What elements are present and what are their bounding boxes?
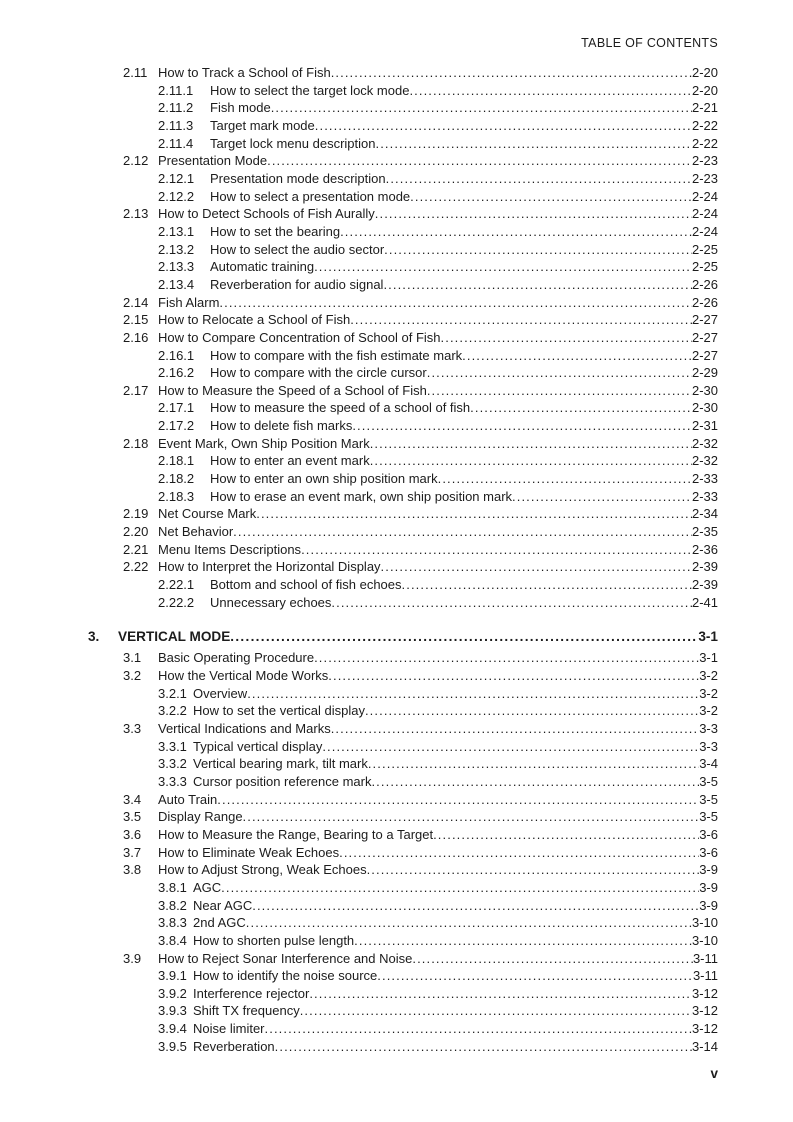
- page-ref: 2-39: [691, 577, 718, 593]
- toc-entry[interactable]: [123, 826, 718, 844]
- page-ref: 2-24: [691, 206, 718, 222]
- section-title: Net Behavior: [158, 524, 234, 540]
- section-title: How to Detect Schools of Fish Aurally: [158, 206, 375, 222]
- section-title: Event Mark, Own Ship Position Mark: [158, 435, 370, 451]
- page-ref: 2-21: [691, 100, 718, 116]
- section-title: Typical vertical display: [193, 738, 323, 754]
- section-number: 2.22.2: [158, 594, 195, 610]
- section-title: Near AGC: [193, 897, 253, 913]
- section-number: 3.3.3: [158, 773, 187, 789]
- toc-entry[interactable]: [123, 649, 718, 667]
- dot-leader: [267, 152, 692, 170]
- toc-entry[interactable]: [123, 808, 718, 826]
- section-number: 2.14: [123, 294, 149, 310]
- section-title: How to shorten pulse length: [193, 932, 355, 948]
- folio-page-number: v: [710, 1066, 718, 1081]
- section-number: 2.16.1: [158, 347, 195, 363]
- section-title: Shift TX frequency: [193, 1003, 300, 1019]
- section-number: 3.9.2: [158, 985, 187, 1001]
- section-number: 3.3: [123, 720, 142, 736]
- toc-entry[interactable]: [158, 347, 718, 365]
- page-ref: 2-20: [691, 82, 718, 98]
- dot-leader: [314, 649, 699, 667]
- page-ref: 3-9: [699, 897, 718, 913]
- section-number: 2.17.1: [158, 400, 195, 416]
- dot-leader: [230, 627, 698, 647]
- dot-leader: [340, 223, 692, 241]
- dot-leader: [247, 685, 699, 703]
- toc-entry[interactable]: [123, 950, 718, 968]
- toc-entry[interactable]: [158, 576, 718, 594]
- page-ref: 2-30: [691, 382, 718, 398]
- section-title: Fish Alarm: [158, 294, 220, 310]
- section-title: How to Measure the Speed of a School of Fish: [158, 382, 427, 398]
- toc-chapter: [88, 627, 718, 1055]
- section-title: How to Track a School of Fish: [158, 65, 331, 80]
- section-number: 2.17.2: [158, 418, 195, 434]
- page-ref: 2-36: [691, 541, 718, 557]
- dot-leader: [315, 117, 692, 135]
- toc-entry[interactable]: [158, 258, 718, 276]
- page-ref: 3-12: [691, 1021, 718, 1037]
- section-title: Unnecessary echoes: [210, 594, 332, 610]
- page-header: TABLE OF CONTENTS: [581, 36, 718, 50]
- dot-leader: [217, 791, 699, 809]
- page-ref: 3-4: [699, 756, 718, 772]
- section-number: 3.3.1: [158, 738, 187, 754]
- section-title: Display Range: [158, 809, 243, 825]
- section-title: Menu Items Descriptions: [158, 541, 302, 557]
- page-ref: 3-10: [691, 932, 718, 948]
- dot-leader: [233, 523, 692, 541]
- section-number: 2.18: [123, 435, 149, 451]
- dot-leader: [246, 914, 692, 932]
- section-title: How to select the audio sector: [210, 241, 385, 257]
- section-title: How to compare with the circle cursor: [210, 365, 427, 381]
- section-title: How to Compare Concentration of School of Fish: [158, 329, 441, 345]
- toc-entry[interactable]: [158, 452, 718, 470]
- dot-leader: [409, 82, 692, 100]
- section-number: 3.8.2: [158, 897, 187, 913]
- dot-leader: [221, 879, 699, 897]
- section-title: How to measure the speed of a school of fish: [210, 400, 471, 416]
- page-ref: 3-2: [699, 703, 718, 719]
- section-number: 2.13.3: [158, 259, 195, 275]
- section-number: 2.11: [123, 65, 148, 80]
- dot-leader: [441, 329, 692, 347]
- toc-entry[interactable]: [123, 329, 718, 347]
- toc-entry[interactable]: [158, 1038, 718, 1056]
- section-number: 2.17: [123, 382, 149, 398]
- toc-entry[interactable]: [158, 914, 718, 932]
- section-title: How to delete fish marks: [210, 418, 353, 434]
- toc-entry[interactable]: [158, 170, 718, 188]
- toc-entry[interactable]: [158, 223, 718, 241]
- dot-leader: [375, 205, 692, 223]
- toc-entry[interactable]: [158, 470, 718, 488]
- toc-entry[interactable]: [158, 135, 718, 153]
- toc-entry[interactable]: [158, 1002, 718, 1020]
- dot-leader: [433, 826, 699, 844]
- section-number: 2.18.2: [158, 471, 195, 487]
- dot-leader: [352, 417, 692, 435]
- toc-entry[interactable]: [158, 241, 718, 259]
- section-title: 2nd AGC: [193, 915, 246, 931]
- toc-entry[interactable]: [158, 117, 718, 135]
- toc-entry[interactable]: [158, 82, 718, 100]
- toc-entry[interactable]: [158, 364, 718, 382]
- section-title: Cursor position reference mark: [193, 773, 372, 789]
- section-number: 3.9.1: [158, 968, 187, 984]
- toc-entry[interactable]: [123, 558, 718, 576]
- section-title: How to set the vertical display: [193, 703, 365, 719]
- page-ref: 2-23: [691, 170, 718, 186]
- section-number: 3.5: [123, 809, 142, 825]
- section-number: 3.8: [123, 862, 142, 878]
- section-number: 3.2: [123, 668, 142, 683]
- dot-leader: [322, 738, 699, 756]
- toc-entry[interactable]: [123, 311, 718, 329]
- page-ref: 2-27: [691, 347, 718, 363]
- page-ref: 2-25: [691, 241, 718, 257]
- section-number: 2.13.1: [158, 223, 195, 239]
- dot-leader: [383, 276, 692, 294]
- section-number: 3.3.2: [158, 756, 187, 772]
- page-ref: 2-30: [691, 400, 718, 416]
- section-title: How to identify the noise source: [193, 968, 378, 984]
- toc-entry[interactable]: [123, 720, 718, 738]
- dot-leader: [412, 950, 693, 968]
- page-ref: 3-10: [691, 915, 718, 931]
- section-title: Net Course Mark: [158, 506, 257, 522]
- toc-entry[interactable]: [158, 1020, 718, 1038]
- toc-entry[interactable]: [123, 152, 718, 170]
- page-ref: 2-24: [691, 223, 718, 239]
- section-title: Vertical Indications and Marks: [158, 720, 331, 736]
- page-ref: 3-1: [698, 629, 718, 645]
- page-ref: 2-26: [691, 276, 718, 292]
- section-title: Fish mode: [210, 100, 271, 116]
- toc-entry[interactable]: [158, 488, 718, 506]
- section-title: How to Adjust Strong, Weak Echoes: [158, 862, 367, 878]
- dot-leader: [370, 452, 692, 470]
- page-ref: 2-22: [691, 117, 718, 133]
- page-ref: 2-20: [691, 65, 718, 80]
- dot-leader: [367, 861, 700, 879]
- section-title: Interference rejector: [193, 985, 310, 1001]
- section-number: 3.8.3: [158, 915, 187, 931]
- section-title: How to Eliminate Weak Echoes: [158, 844, 340, 860]
- dot-leader: [375, 135, 691, 153]
- section-number: 2.18.3: [158, 488, 195, 504]
- page-ref: 2-33: [691, 488, 718, 504]
- toc-entry[interactable]: [158, 417, 718, 435]
- toc-entry[interactable]: [123, 505, 718, 523]
- section-title: How to enter an own ship position mark: [210, 471, 438, 487]
- page-ref: 2-35: [691, 524, 718, 540]
- section-title: How to enter an event mark: [210, 453, 370, 469]
- section-title: Basic Operating Procedure: [158, 650, 315, 666]
- page-ref: 3-9: [699, 862, 718, 878]
- page-ref: 3-11: [692, 950, 718, 966]
- dot-leader: [427, 364, 692, 382]
- dot-leader: [512, 488, 692, 506]
- toc-entry[interactable]: [158, 879, 718, 897]
- page-ref: 2-27: [691, 329, 718, 345]
- toc-entry[interactable]: [158, 932, 718, 950]
- toc-entry[interactable]: [158, 188, 718, 206]
- toc-entry[interactable]: [158, 685, 718, 703]
- toc-entry[interactable]: [123, 205, 718, 223]
- section-number: 3.9: [123, 950, 142, 966]
- toc-entry[interactable]: [158, 985, 718, 1003]
- toc-entry[interactable]: [123, 64, 718, 82]
- section-number: 2.19: [123, 506, 149, 522]
- toc-chapter: [88, 64, 718, 611]
- section-title: Target lock menu description: [210, 135, 376, 151]
- section-number: 2.20: [123, 524, 149, 540]
- toc-entry[interactable]: [158, 594, 718, 612]
- page-ref: 3-3: [699, 720, 718, 736]
- toc-entry[interactable]: [123, 791, 718, 809]
- toc-entry[interactable]: [158, 755, 718, 773]
- section-number: 2.22.1: [158, 577, 195, 593]
- page-ref: 3-6: [699, 844, 718, 860]
- section-number: 2.12: [123, 153, 149, 169]
- section-title: Vertical bearing mark, tilt mark: [193, 756, 368, 772]
- section-title: Bottom and school of fish echoes: [210, 577, 402, 593]
- toc-entry[interactable]: [158, 99, 718, 117]
- section-number: 2.13.2: [158, 241, 195, 257]
- toc-entry[interactable]: [158, 276, 718, 294]
- page-ref: 3-2: [699, 685, 718, 701]
- dot-leader: [331, 594, 692, 612]
- dot-leader: [365, 702, 699, 720]
- toc-entry[interactable]: [158, 738, 718, 756]
- dot-leader: [384, 241, 692, 259]
- page-ref: 2-31: [691, 418, 718, 434]
- toc-entry[interactable]: [123, 435, 718, 453]
- page-ref: 2-24: [691, 188, 718, 204]
- page-ref: 3-14: [691, 1038, 718, 1054]
- section-number: 2.11.3: [158, 117, 194, 133]
- section-title: How to compare with the fish estimate mark: [210, 347, 463, 363]
- section-number: 3.1: [123, 650, 142, 666]
- dot-leader: [402, 576, 692, 594]
- page-ref: 3-6: [699, 826, 718, 842]
- section-number: 3.2.1: [158, 685, 187, 701]
- section-title: How to Measure the Range, Bearing to a Target: [158, 826, 434, 842]
- dot-leader: [314, 258, 692, 276]
- dot-leader: [470, 399, 692, 417]
- dot-leader: [368, 755, 699, 773]
- section-number: 2.16: [123, 329, 149, 345]
- dot-leader: [271, 99, 692, 117]
- section-title: Auto Train: [158, 791, 218, 807]
- dot-leader: [370, 435, 692, 453]
- section-title: How to select the target lock mode: [210, 82, 410, 98]
- section-number: 3.6: [123, 826, 142, 842]
- page-ref: 3-5: [699, 773, 718, 789]
- section-number: 3.7: [123, 844, 142, 860]
- section-number: 2.18.1: [158, 453, 195, 469]
- dot-leader: [265, 1020, 692, 1038]
- section-number: 3.9.4: [158, 1021, 187, 1037]
- page-ref: 2-39: [691, 559, 718, 575]
- page-ref: 2-25: [691, 259, 718, 275]
- dot-leader: [301, 541, 692, 559]
- toc-entry[interactable]: [158, 399, 718, 417]
- dot-leader: [328, 667, 699, 685]
- page-ref: 2-32: [691, 453, 718, 469]
- page-ref: 3-1: [699, 650, 718, 666]
- section-number: 2.13.4: [158, 276, 195, 292]
- page-ref: 2-33: [691, 471, 718, 487]
- section-number: 2.11.1: [158, 82, 194, 98]
- dot-leader: [339, 844, 699, 862]
- section-title: How to set the bearing: [210, 223, 341, 239]
- page-ref: 3-12: [691, 985, 718, 1001]
- section-title: VERTICAL MODE: [118, 629, 231, 645]
- page-ref: 2-23: [691, 153, 718, 169]
- page-ref: 3-12: [691, 1003, 718, 1019]
- section-number: 2.11.4: [158, 135, 194, 151]
- dot-leader: [243, 808, 700, 826]
- toc-entry[interactable]: [123, 523, 718, 541]
- dot-leader: [427, 382, 692, 400]
- section-number: 2.15: [123, 312, 149, 328]
- toc-entry[interactable]: [123, 382, 718, 400]
- page-ref: 2-22: [691, 135, 718, 151]
- dot-leader: [462, 347, 692, 365]
- dot-leader: [438, 470, 692, 488]
- dot-leader: [381, 558, 692, 576]
- dot-leader: [309, 985, 692, 1003]
- toc-entry[interactable]: [158, 702, 718, 720]
- section-number: 2.21: [123, 541, 149, 557]
- dot-leader: [386, 170, 692, 188]
- toc-chapter-heading[interactable]: [88, 627, 718, 647]
- page-ref: 3-5: [699, 791, 718, 807]
- section-number: 3.4: [123, 791, 142, 807]
- section-title: How to Reject Sonar Interference and Noise: [158, 950, 413, 966]
- toc-entry[interactable]: [158, 967, 718, 985]
- section-title: Reverberation: [193, 1038, 275, 1054]
- section-number: 3.9.5: [158, 1038, 187, 1054]
- section-number: 2.12.2: [158, 188, 195, 204]
- dot-leader: [350, 311, 692, 329]
- dot-leader: [410, 188, 692, 206]
- page-ref: 2-26: [691, 294, 718, 310]
- section-title: How to Relocate a School of Fish: [158, 312, 351, 328]
- section-number: 3.8.1: [158, 879, 187, 895]
- dot-leader: [331, 720, 700, 738]
- dot-leader: [275, 1038, 692, 1056]
- toc-entry[interactable]: [123, 844, 718, 862]
- toc-entry[interactable]: [123, 667, 718, 685]
- dot-leader: [219, 294, 692, 312]
- page-ref: 3-11: [692, 968, 718, 984]
- page-ref: 2-41: [691, 594, 718, 610]
- dot-leader: [371, 773, 699, 791]
- page-ref: 3-5: [699, 809, 718, 825]
- page-ref: 2-34: [691, 506, 718, 522]
- page-ref: 2-29: [691, 365, 718, 381]
- section-title: Target mark mode: [210, 117, 315, 133]
- section-title: Overview: [193, 685, 248, 701]
- section-number: 3.2.2: [158, 703, 187, 719]
- toc: [88, 64, 718, 1055]
- toc-entry[interactable]: [158, 773, 718, 791]
- dot-leader: [256, 505, 692, 523]
- section-title: Noise limiter: [193, 1021, 265, 1037]
- section-number: 3.8.4: [158, 932, 187, 948]
- section-number: 2.11.2: [158, 100, 194, 116]
- section-title: Presentation Mode: [158, 153, 268, 169]
- dot-leader: [377, 967, 693, 985]
- page-ref: 3-3: [699, 738, 718, 754]
- dot-leader: [300, 1002, 692, 1020]
- section-title: AGC: [193, 879, 222, 895]
- dot-leader: [331, 64, 692, 82]
- section-title: How the Vertical Mode Works: [158, 668, 329, 683]
- section-title: How to erase an event mark, own ship position mark: [210, 488, 513, 504]
- section-number: 2.13: [123, 206, 149, 222]
- toc-entry[interactable]: [158, 897, 718, 915]
- section-title: Presentation mode description: [210, 170, 386, 186]
- section-number: 2.16.2: [158, 365, 195, 381]
- toc-entry[interactable]: [123, 541, 718, 559]
- page-ref: 2-27: [691, 312, 718, 328]
- dot-leader: [252, 897, 699, 915]
- toc-entry[interactable]: [123, 294, 718, 312]
- section-number: 2.22: [123, 559, 149, 575]
- page-ref: 3-9: [699, 879, 718, 895]
- section-number: 2.12.1: [158, 170, 195, 186]
- section-title: How to Interpret the Horizontal Display: [158, 559, 381, 575]
- page-ref: 2-32: [691, 435, 718, 451]
- page-ref: 3-2: [699, 668, 718, 683]
- section-number: 3.: [88, 629, 100, 645]
- section-title: Automatic training: [210, 259, 315, 275]
- section-number: 3.9.3: [158, 1003, 187, 1019]
- toc-entry[interactable]: [123, 861, 718, 879]
- dot-leader: [354, 932, 692, 950]
- section-title: How to select a presentation mode: [210, 188, 411, 204]
- section-title: Reverberation for audio signal: [210, 276, 384, 292]
